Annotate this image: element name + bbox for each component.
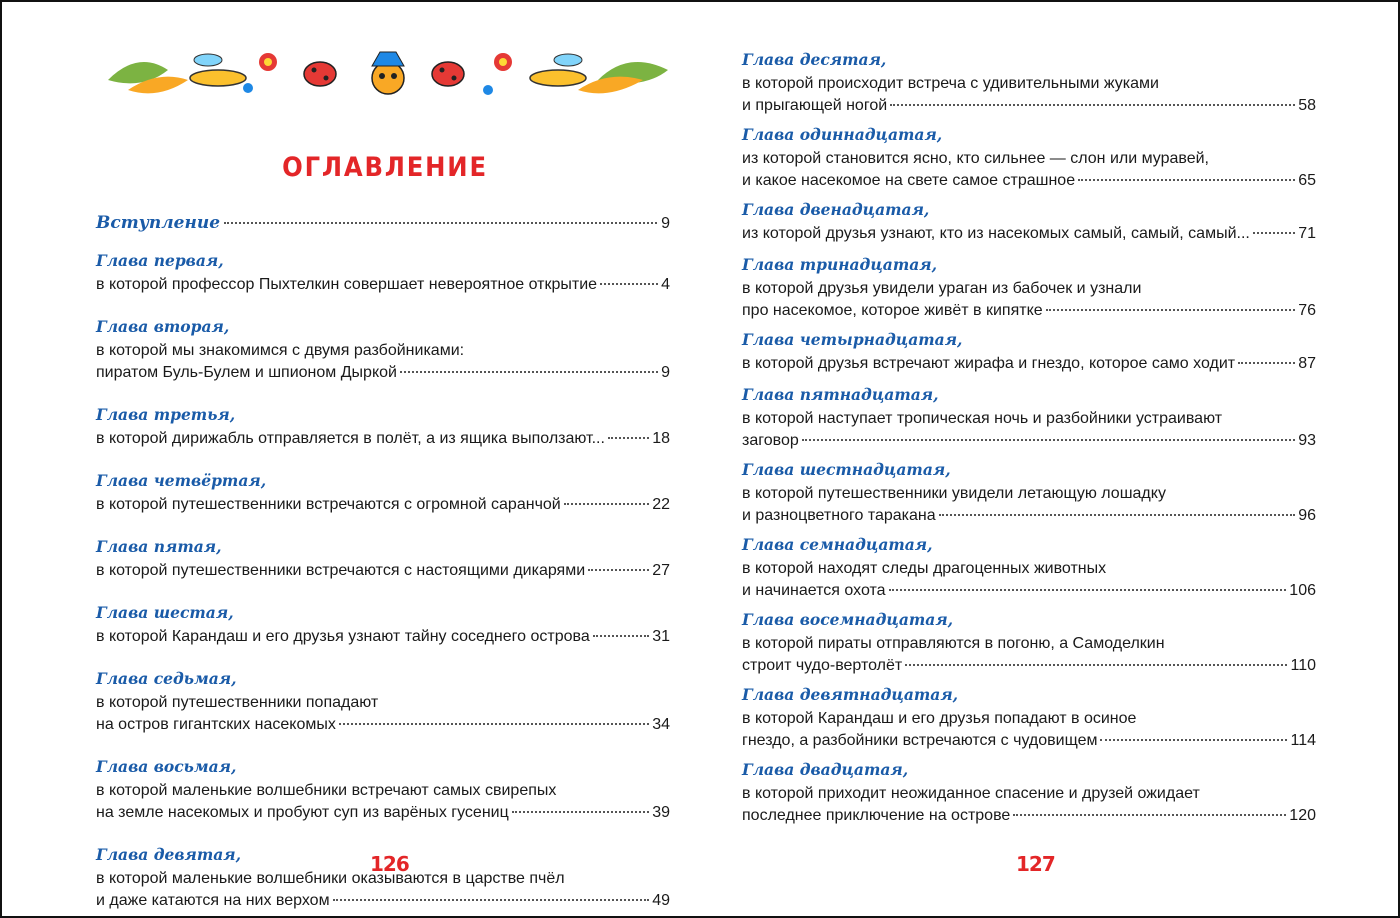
chapter-description-line [742,430,1316,452]
chapter-page-number: 93 [1298,432,1316,449]
chapter-description-text: из которой друзья узнают, кто из насекомых самый, самый, самый... [742,225,1250,242]
chapter-page-number: 49 [652,892,670,909]
chapter-description-line [742,580,1316,602]
chapter-page-number: 96 [1298,507,1316,524]
chapter-description-text: последнее приключение на острове [742,807,1011,824]
page-title: ОГЛАВЛЕНИЕ [282,152,488,183]
dot-leader [600,283,658,285]
chapter-page-number: 76 [1298,302,1316,319]
chapter-description-text: и прыгающей ногой [742,97,888,114]
chapter-page-number: 87 [1298,355,1316,372]
toc-entry[interactable] [96,468,670,534]
toc-entry[interactable] [742,122,1316,197]
chapter-description-text: и даже катаются на них верхом [96,892,330,909]
chapter-page-number: 114 [1290,732,1316,749]
chapter-title: Глава третья, [96,405,236,424]
chapter-description-text: в которой друзья встречают жирафа и гнездо, которое само ходит [742,355,1236,372]
chapter-title: Глава пятая, [96,537,222,556]
chapter-description-text: и разноцветного таракана [742,507,936,524]
page-number-left: 126 [370,852,409,876]
chapter-description-line: в которой наступает тропическая ночь и разбойники устраивают [742,410,1223,427]
chapter-title: Глава одиннадцатая, [742,125,943,144]
chapter-description-line: в которой друзья увидели ураган из бабочек и узнали [742,280,1142,297]
dot-leader [339,723,649,725]
toc-entry[interactable] [742,327,1316,382]
chapter-title: Глава пятнадцатая, [742,385,939,404]
chapter-description-text: на земле насекомых и пробуют суп из варёных гусениц [96,804,509,821]
chapter-title: Глава шестая, [96,603,234,622]
toc-entry[interactable] [742,457,1316,532]
chapter-title: Глава девятнадцатая, [742,685,959,704]
chapter-title: Глава тринадцатая, [742,255,938,274]
chapter-page-number: 4 [661,276,670,293]
dot-leader [889,589,1287,591]
dot-leader [1046,309,1296,311]
chapter-page-number: 110 [1290,657,1316,674]
chapter-description-line [742,505,1316,527]
dot-leader [588,569,649,571]
chapter-description-text: в которой профессор Пыхтелкин совершает невероятное открытие [96,276,598,293]
toc-entry[interactable] [742,382,1316,457]
chapter-description-line [96,890,670,912]
chapter-description-text: пиратом Буль-Булем и шпионом Дыркой [96,364,397,381]
chapter-description-line [96,494,670,516]
chapter-description-line [96,626,670,648]
chapter-description-text: в которой путешественники встречаются с огромной саранчой [96,496,561,513]
chapter-description-line: в которой маленькие волшебники оказываются в царстве пчёл [96,870,565,887]
chapter-page-number: 106 [1289,582,1316,599]
dot-leader [400,371,658,373]
chapter-title: Глава четвёртая, [96,471,267,490]
chapter-page-number: 71 [1298,225,1316,242]
chapter-page-number: 39 [652,804,670,821]
toc-entry[interactable] [96,248,670,314]
chapter-page-number: 18 [652,430,670,447]
chapter-description-line [742,655,1316,677]
chapter-description-text: гнездо, а разбойники встречаются с чудовищем [742,732,1098,749]
chapter-page-number: 31 [652,628,670,645]
chapter-title: Глава двенадцатая, [742,200,930,219]
right-toc-column [742,47,1316,832]
chapter-description-line: в которой путешественники попадают [96,694,379,711]
toc-entry[interactable] [742,197,1316,252]
chapter-description-line: в которой находят следы драгоценных животных [742,560,1107,577]
left-toc-column [96,248,670,918]
chapter-description-line [742,95,1316,117]
chapter-page-number: 65 [1298,172,1316,189]
toc-entry[interactable] [742,47,1316,122]
chapter-description-text: заговор [742,432,799,449]
chapter-description-line [742,170,1316,192]
chapter-description-text: про насекомое, которое живёт в кипятке [742,302,1043,319]
toc-entry[interactable] [742,532,1316,607]
dot-leader [224,222,657,224]
chapter-description-line: в которой путешественники увидели летающую лошадку [742,485,1166,502]
intro-page: 9 [661,215,670,232]
chapter-title: Глава седьмая, [96,669,237,688]
chapter-description-line: в которой происходит встреча с удивительными жуками [742,75,1159,92]
chapter-description-line [742,353,1316,375]
chapter-description-text: строит чудо-вертолёт [742,657,903,674]
intro-title: Вступление [96,213,221,233]
chapter-description-line: из которой становится ясно, кто сильнее — слон или муравей, [742,150,1209,167]
chapter-description-text: в которой Карандаш и его друзья узнают тайну соседнего острова [96,628,590,645]
chapter-description-text: и начинается охота [742,582,886,599]
chapter-page-number: 34 [652,716,670,733]
dot-leader [1253,232,1295,234]
chapter-title: Глава вторая, [96,317,230,336]
chapter-description-line [742,805,1316,827]
chapter-description-line [742,300,1316,322]
dot-leader [802,439,1295,441]
toc-entry[interactable] [742,682,1316,757]
toc-entry[interactable] [742,757,1316,832]
toc-entry[interactable] [96,666,670,754]
chapter-page-number: 120 [1289,807,1316,824]
chapter-description-text: в которой путешественники встречаются с настоящими дикарями [96,562,586,579]
dot-leader [1013,814,1286,816]
chapter-description-line: в которой приходит неожиданное спасение и друзей ожидает [742,785,1200,802]
chapter-description-text: и какое насекомое на свете самое страшное [742,172,1076,189]
dot-leader [608,437,649,439]
chapter-description-line [96,428,670,450]
dot-leader [890,104,1295,106]
toc-entry[interactable] [96,754,670,842]
chapter-description-line [96,274,670,296]
chapter-description-line [96,802,670,824]
insect-ornament [98,40,678,106]
chapter-title: Глава восьмая, [96,757,237,776]
chapter-description-line [96,560,670,582]
chapter-description-line [96,714,670,736]
chapter-title: Глава семнадцатая, [742,535,933,554]
dot-leader [564,503,649,505]
dot-leader [1238,362,1295,364]
toc-entry[interactable] [742,252,1316,327]
chapter-title: Глава десятая, [742,50,887,69]
dot-leader [333,899,650,901]
chapter-page-number: 58 [1298,97,1316,114]
chapter-description-line: в которой маленькие волшебники встречают самых свирепых [96,782,557,799]
dot-leader [1078,179,1295,181]
chapter-description-text: на остров гигантских насекомых [96,716,336,733]
dot-leader [593,635,649,637]
chapter-title: Глава двадцатая, [742,760,909,779]
dot-leader [905,664,1287,666]
toc-entry[interactable] [96,314,670,402]
dot-leader [1100,739,1287,741]
chapter-title: Глава первая, [96,251,224,270]
chapter-description-line: в которой Карандаш и его друзья попадают в осиное [742,710,1137,727]
chapter-page-number: 22 [652,496,670,513]
chapter-title: Глава девятая, [96,845,242,864]
chapter-title: Глава шестнадцатая, [742,460,951,479]
chapter-description-line: в которой пираты отправляются в погоню, а Самоделкин [742,635,1165,652]
toc-entry[interactable] [96,534,670,600]
toc-entry[interactable] [742,607,1316,682]
page-number-right: 127 [1016,852,1055,876]
chapter-description-line [742,730,1316,752]
dot-leader [939,514,1296,516]
chapter-description-line [742,223,1316,245]
chapter-title: Глава восемнадцатая, [742,610,954,629]
chapter-page-number: 27 [652,562,670,579]
chapter-description-line: в которой мы знакомимся с двумя разбойниками: [96,342,465,359]
toc-entry[interactable] [96,402,670,468]
chapter-description-text: в которой дирижабль отправляется в полёт, а из ящика выползают... [96,430,605,447]
chapter-page-number: 9 [661,364,670,381]
toc-entry[interactable] [96,600,670,666]
chapter-title: Глава четырнадцатая, [742,330,963,349]
toc-entry-intro[interactable] [96,213,670,233]
chapter-description-line [96,362,670,384]
dot-leader [512,811,649,813]
